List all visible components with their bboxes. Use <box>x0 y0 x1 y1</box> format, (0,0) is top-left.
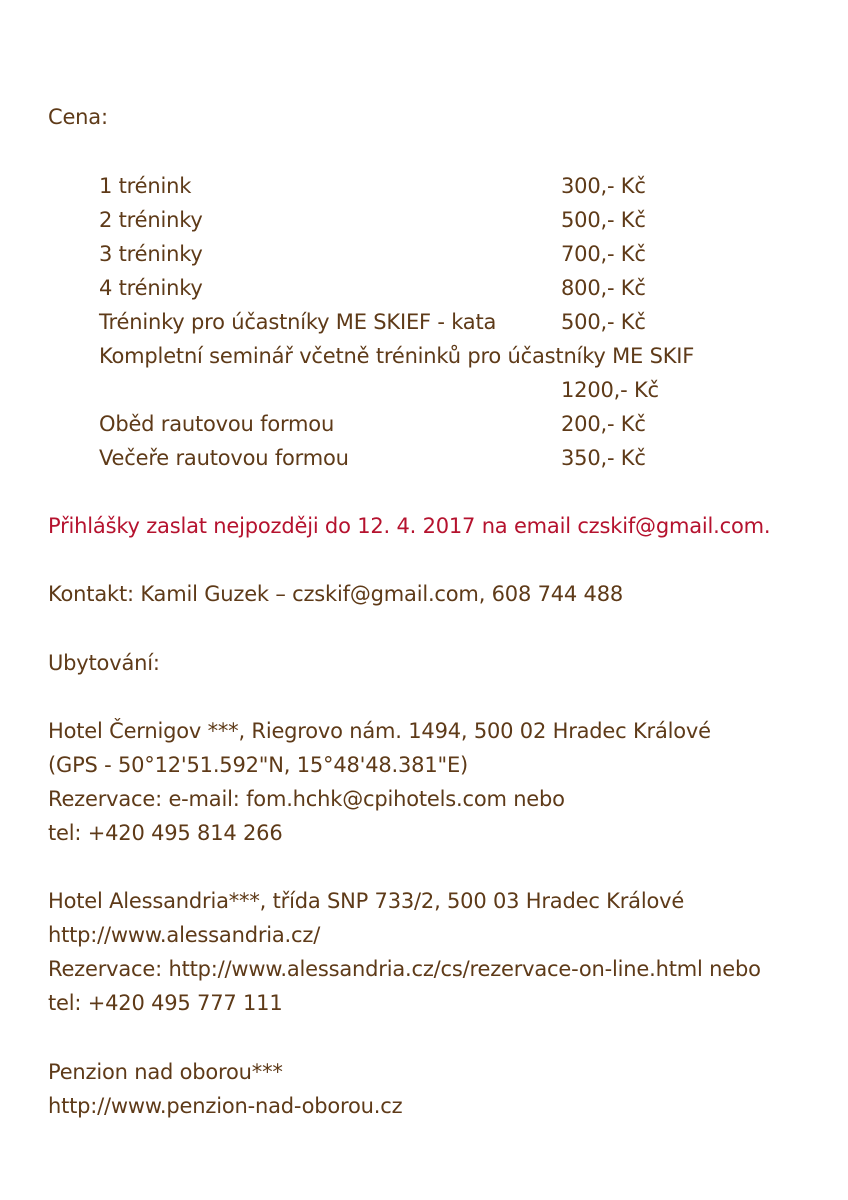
hotel-cernigov-reservation: Rezervace: e-mail: fom.hchk@cpihotels.com nebo <box>48 787 565 811</box>
hotel-alessandria-reservation: Rezervace: http://www.alessandria.cz/cs/rezervace-on-line.html nebo <box>48 957 761 981</box>
contact-line: Kontakt: Kamil Guzek – czskif@gmail.com, 608 744 488 <box>48 582 624 606</box>
accommodation-heading: Ubytování: <box>48 651 160 675</box>
price-item-value: 700,- Kč <box>561 242 646 266</box>
price-heading: Cena: <box>48 105 108 129</box>
price-item-label: 1 trénink <box>99 174 192 198</box>
price-item-label: Oběd rautovou formou <box>99 412 335 436</box>
price-item-label: Tréninky pro účastníky ME SKIEF - kata <box>99 310 497 334</box>
price-item-label: Večeře rautovou formou <box>99 446 349 470</box>
price-item-label: Kompletní seminář včetně tréninků pro účastníky ME SKIF <box>99 344 695 368</box>
price-item-label: 3 tréninky <box>99 242 203 266</box>
registration-deadline: Přihlášky zaslat nejpozději do 12. 4. 2017 na email czskif@gmail.com. <box>48 514 771 538</box>
price-item-value: 1200,- Kč <box>561 378 659 402</box>
hotel-cernigov-phone: tel: +420 495 814 266 <box>48 821 283 845</box>
hotel-alessandria-phone: tel: +420 495 777 111 <box>48 991 283 1015</box>
hotel-cernigov-address: Hotel Černigov ***, Riegrovo nám. 1494, 500 02 Hradec Králové <box>48 719 711 743</box>
price-item-value: 300,- Kč <box>561 174 646 198</box>
price-item-label: 4 tréninky <box>99 276 203 300</box>
price-item-value: 500,- Kč <box>561 310 646 334</box>
penzion-name: Penzion nad oborou*** <box>48 1060 283 1084</box>
price-item-value: 200,- Kč <box>561 412 646 436</box>
hotel-alessandria-website: http://www.alessandria.cz/ <box>48 923 321 947</box>
hotel-alessandria-address: Hotel Alessandria***, třída SNP 733/2, 500 03 Hradec Králové <box>48 889 685 913</box>
hotel-cernigov-gps: (GPS - 50°12'51.592"N, 15°48'48.381"E) <box>48 753 469 777</box>
price-item-value: 350,- Kč <box>561 446 646 470</box>
price-item-value: 800,- Kč <box>561 276 646 300</box>
price-item-value: 500,- Kč <box>561 208 646 232</box>
price-item-label: 2 tréninky <box>99 208 203 232</box>
penzion-website: http://www.penzion-nad-oborou.cz <box>48 1094 403 1118</box>
